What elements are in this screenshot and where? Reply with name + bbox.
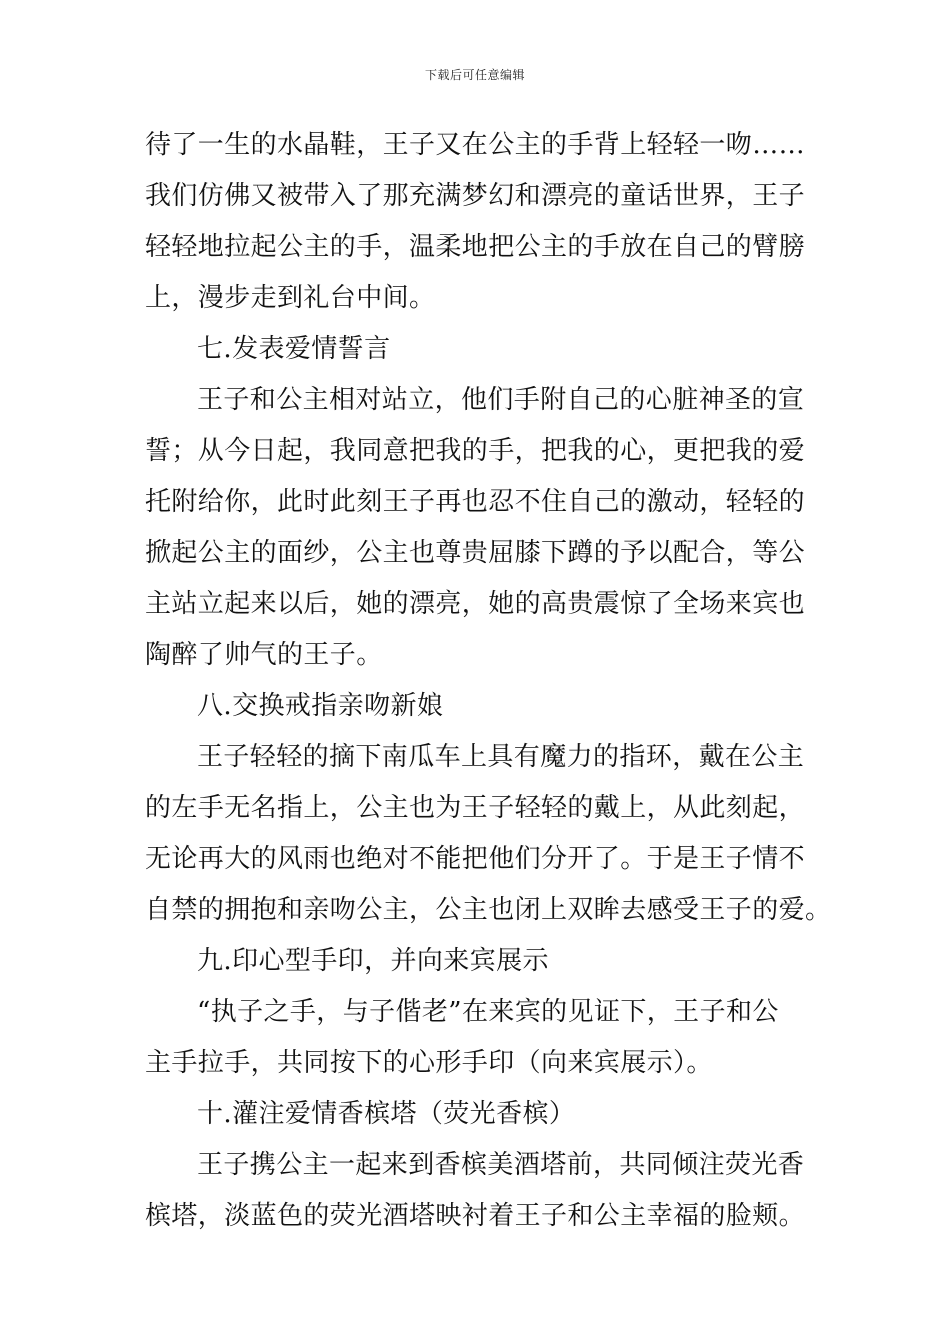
section-heading: 八.交换戒指亲吻新娘 bbox=[197, 691, 444, 721]
section-heading: 十.灌注爱情香槟塔（荧光香槟） bbox=[197, 1099, 576, 1129]
text-line: “执子之手，与子偕老”在来宾的见证下，王子和公 bbox=[197, 997, 779, 1027]
text-line: 掀起公主的面纱，公主也尊贵屈膝下蹲的予以配合，等公 bbox=[145, 538, 806, 568]
text-line: 上，漫步走到礼台中间。 bbox=[145, 283, 436, 313]
text-line: 主站立起来以后，她的漂亮，她的高贵震惊了全场来宾也 bbox=[145, 589, 806, 619]
text-line: 待了一生的水晶鞋，王子又在公主的手背上轻轻一吻…… bbox=[145, 130, 806, 160]
text-line: 誓；从今日起，我同意把我的手，把我的心，更把我的爱 bbox=[145, 436, 806, 466]
section-heading: 九.印心型手印，并向来宾展示 bbox=[197, 946, 549, 976]
text-line: 陶醉了帅气的王子。 bbox=[145, 640, 383, 670]
text-line: 托附给你，此时此刻王子再也忍不住自己的激动，轻轻的 bbox=[145, 487, 806, 517]
text-line: 王子携公主一起来到香槟美酒塔前，共同倾注荧光香 bbox=[197, 1150, 805, 1180]
text-line: 王子轻轻的摘下南瓜车上具有魔力的指环，戴在公主 bbox=[197, 742, 805, 772]
text-line: 王子和公主相对站立，他们手附自己的心脏神圣的宣 bbox=[197, 385, 805, 415]
document-body bbox=[145, 120, 832, 1242]
section-heading: 七.发表爱情誓言 bbox=[197, 334, 391, 364]
text-line: 的左手无名指上，公主也为王子轻轻的戴上，从此刻起， bbox=[145, 793, 806, 823]
text-line: 我们仿佛又被带入了那充满梦幻和漂亮的童话世界，王子 bbox=[145, 181, 806, 211]
page-header: 下载后可任意编辑 bbox=[424, 68, 525, 82]
text-line: 槟塔，淡蓝色的荧光酒塔映衬着王子和公主幸福的脸颊。 bbox=[145, 1201, 806, 1231]
text-line: 自禁的拥抱和亲吻公主，公主也闭上双眸去感受王子的爱。 bbox=[145, 895, 832, 925]
text-line: 主手拉手，共同按下的心形手印（向来宾展示）。 bbox=[145, 1048, 713, 1078]
text-line: 无论再大的风雨也绝对不能把他们分开了。于是王子情不 bbox=[145, 844, 806, 874]
text-line: 轻轻地拉起公主的手，温柔地把公主的手放在自己的臂膀 bbox=[145, 232, 806, 262]
